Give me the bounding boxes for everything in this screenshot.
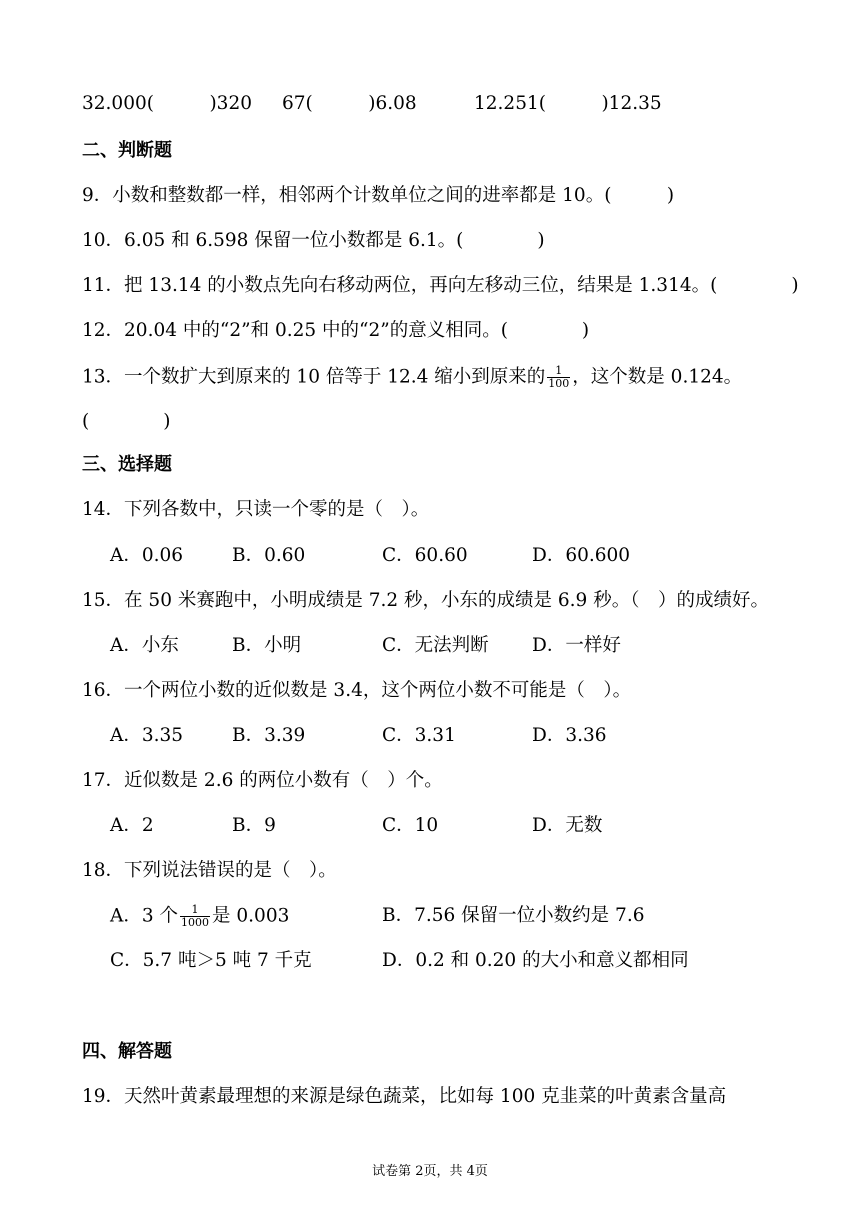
question-19: 19．天然叶黄素最理想的来源是绿色蔬菜，比如每 100 克韭菜的叶黄素含量高 — [82, 1086, 727, 1107]
fraction — [180, 904, 210, 929]
compare-item-2: 67( )6.08 — [282, 93, 417, 114]
option-b: B．小明 — [232, 635, 302, 656]
page-footer: 试卷第 2页，共 4页 — [372, 1164, 488, 1179]
question-14: 14．下列各数中，只读一个零的是（ ）。 — [82, 499, 430, 520]
fraction-numerator: 1 — [547, 365, 570, 378]
option-b: B．9 — [232, 815, 276, 836]
option-d: D．一样好 — [532, 635, 621, 656]
section-heading-choice: 三、选择题 — [82, 454, 172, 475]
question-13-text: 13．一个数扩大到原来的 10 倍等于 12.4 缩小到原来的 — [82, 366, 546, 388]
question-13 — [82, 365, 742, 390]
section-heading-judge: 二、判断题 — [82, 140, 172, 161]
question-10: 10．6.05 和 6.598 保留一位小数都是 6.1。( ) — [82, 230, 545, 251]
option-c: C．无法判断 — [382, 635, 489, 656]
option-d: D．0.2 和 0.20 的大小和意义都相同 — [382, 950, 689, 971]
section-heading-answer: 四、解答题 — [82, 1041, 172, 1062]
question-11: 11．把 13.14 的小数点先向右移动两位，再向左移动三位，结果是 1.314。( ) — [82, 275, 799, 296]
option-a-text: A．3 个 — [110, 905, 179, 927]
option-c: C．5.7 吨＞5 吨 7 千克 — [110, 950, 312, 971]
fraction-denominator: 100 — [548, 377, 570, 390]
option-d: D．3.36 — [532, 725, 607, 746]
option-a: A．0.06 — [110, 545, 184, 566]
answer-blank: ( ) — [82, 411, 171, 432]
question-9: 9．小数和整数都一样，相邻两个计数单位之间的进率都是 10。( ) — [82, 185, 675, 206]
option-c: C．10 — [382, 815, 439, 836]
compare-row — [82, 92, 662, 116]
question-12: 12．20.04 中的“2”和 0.25 中的“2”的意义相同。( ) — [82, 320, 590, 341]
option-b: B．7.56 保留一位小数约是 7.6 — [382, 905, 645, 926]
fraction-denominator: 1000 — [181, 916, 210, 929]
question-18: 18．下列说法错误的是（ ）。 — [82, 860, 337, 881]
compare-item-1: 32.000( )320 — [82, 93, 252, 114]
question-15: 15．在 50 米赛跑中，小明成绩是 7.2 秒，小东的成绩是 6.9 秒。（ ）的成绩好。 — [82, 590, 769, 611]
option-b: B．0.60 — [232, 545, 306, 566]
option-a: A．3.35 — [110, 725, 184, 746]
option-a: A．2 — [110, 815, 154, 836]
option-d: D．无数 — [532, 815, 603, 836]
question-16: 16．一个两位小数的近似数是 3.4，这个两位小数不可能是（ ）。 — [82, 680, 632, 701]
fraction-numerator: 1 — [180, 904, 210, 917]
option-a: A．小东 — [110, 635, 179, 656]
question-17: 17．近似数是 2.6 的两位小数有（ ）个。 — [82, 770, 443, 791]
question-13-text-end: ，这个数是 0.124。 — [572, 366, 743, 388]
option-a-text-end: 是 0.003 — [212, 905, 290, 927]
option-d: D．60.600 — [532, 545, 631, 566]
option-a — [110, 904, 289, 929]
option-c: C．60.60 — [382, 545, 468, 566]
compare-item-3: 12.251( )12.35 — [474, 93, 662, 114]
fraction — [547, 365, 570, 390]
option-b: B．3.39 — [232, 725, 306, 746]
option-c: C．3.31 — [382, 725, 456, 746]
